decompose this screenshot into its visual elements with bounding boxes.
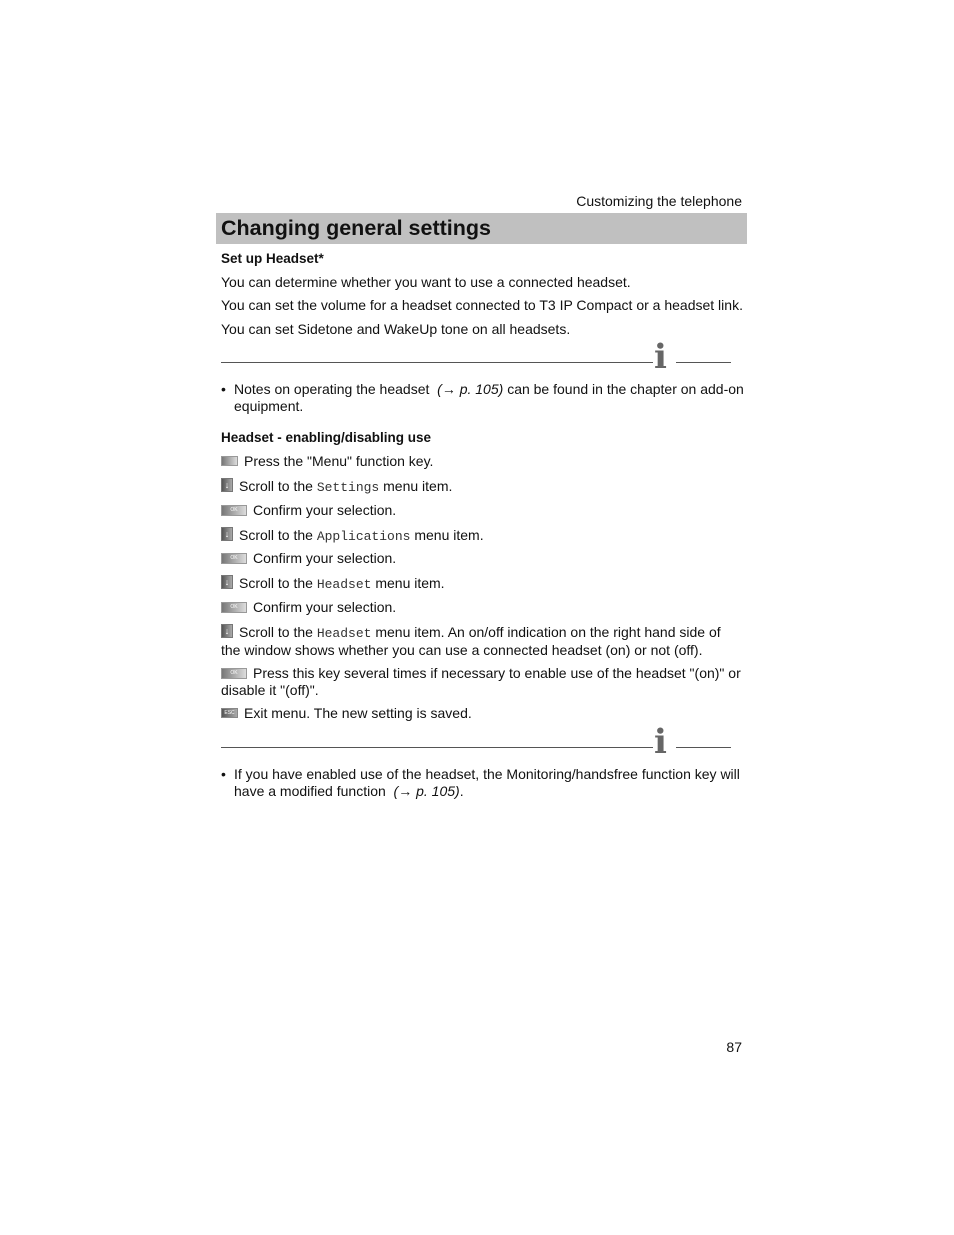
info-icon: i [654, 722, 667, 762]
page-reference: (→ p. 105) [437, 381, 504, 397]
scroll-arrow-icon: ↓ [221, 527, 233, 541]
esc-key-icon: ESC [221, 708, 238, 718]
step: OK Press this key several times if necessary to enable use of the headset "(on)" or disable it "(off)". [221, 665, 741, 698]
step: ↓ Scroll to the Headset menu item. An on/off indication on the right hand side of the window shows whether you can use a connected headset (on) or not (off). [221, 624, 721, 658]
menu-item-name: Headset [316, 626, 372, 641]
step: OK Confirm your selection. [221, 502, 746, 519]
paragraph: You can set the volume for a headset connected to T3 IP Compact or a headset link. [221, 297, 743, 313]
subheading-enable-disable: Headset - enabling/disabling use [221, 430, 432, 445]
menu-item-name: Applications [316, 529, 411, 544]
scroll-arrow-icon: ↓ [221, 575, 233, 589]
page-number: 87 [726, 1039, 742, 1055]
note-rule-left [221, 747, 653, 748]
page-reference: (→ p. 105) [393, 783, 460, 799]
note-rule-right [676, 747, 731, 748]
step: ESC Exit menu. The new setting is saved. [221, 705, 746, 722]
subheading-set-up-headset: Set up Headset* [221, 251, 324, 266]
info-icon: i [654, 337, 667, 377]
ok-key-icon: OK [221, 668, 247, 679]
section-title: Changing general settings [221, 216, 491, 240]
ok-key-icon: OK [221, 602, 247, 613]
running-header: Customizing the telephone [576, 193, 742, 209]
menu-item-name: Headset [316, 577, 372, 592]
note-bullet: • If you have enabled use of the headset, the Monitoring/handsfree function key will have a modified function (→ p. 105). [221, 766, 740, 799]
note-rule-right [676, 362, 731, 363]
step: Press the "Menu" function key. [221, 453, 746, 470]
step: ↓ Scroll to the Settings menu item. [221, 478, 746, 496]
step: ↓ Scroll to the Headset menu item. [221, 575, 746, 593]
step: ↓ Scroll to the Applications menu item. [221, 527, 746, 545]
ok-key-icon: OK [221, 553, 247, 564]
note-bullet: • Notes on operating the headset (→ p. 105) can be found in the chapter on add-on equipment. [221, 381, 744, 414]
paragraph: You can set Sidetone and WakeUp tone on all headsets. [221, 321, 571, 337]
step: OK Confirm your selection. [221, 550, 746, 567]
step: OK Confirm your selection. [221, 599, 746, 616]
paragraph: You can determine whether you want to use a connected headset. [221, 274, 631, 290]
menu-key-icon [221, 456, 238, 466]
scroll-arrow-icon: ↓ [221, 478, 233, 492]
scroll-arrow-icon: ↓ [221, 624, 233, 638]
menu-item-name: Settings [316, 480, 380, 495]
note-rule-left [221, 362, 653, 363]
ok-key-icon: OK [221, 505, 247, 516]
